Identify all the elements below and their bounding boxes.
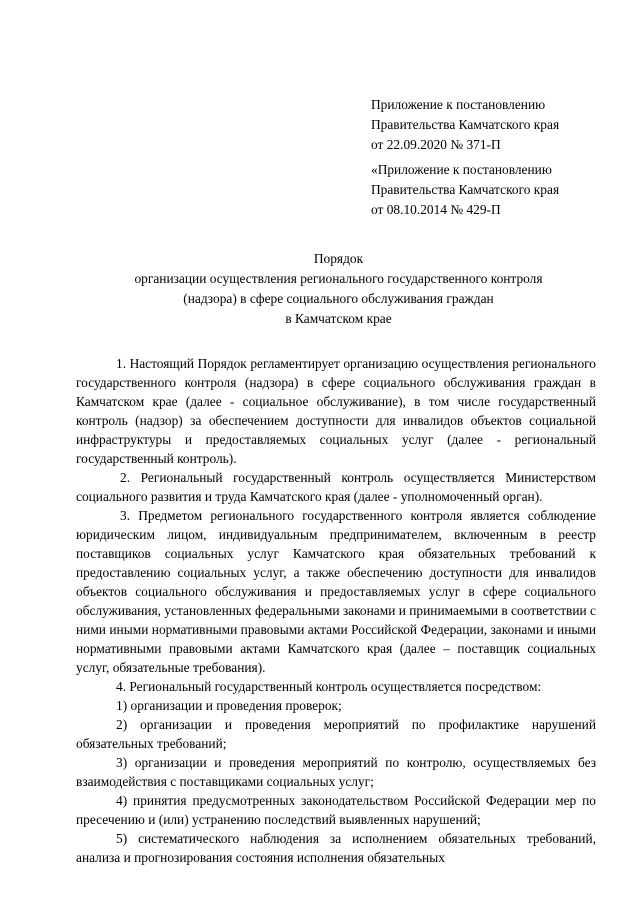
document-body (76, 354, 596, 867)
document-title (80, 249, 597, 329)
title-line: организации осуществления регионального государственного контроля (134, 271, 543, 286)
title-line: Порядок (313, 251, 364, 266)
paragraph: 3) организации и проведения мероприятий по контролю, осуществляемых без взаимодействия с поставщиками социальных услуг; (76, 755, 596, 789)
approval-line: Правительства Камчатского края (371, 117, 560, 132)
paragraph: 4) принятия предусмотренных законодательством Российской Федерации мер по пресечению и (или) устранению последствий выявленных нарушений; (76, 793, 596, 827)
approval-header-original (371, 160, 621, 220)
title-line: в Камчатском крае (285, 311, 392, 326)
paragraph: 5) систематического наблюдения за исполнением обязательных требований, анализа и прогнозирования состояния исполнения обязательных (76, 831, 596, 865)
approval-header-current (371, 95, 621, 155)
paragraph: 4. Региональный государственный контроль осуществляется посредством: (116, 679, 542, 694)
paragraph: 2) организации и проведения мероприятий по профилактике нарушений обязательных требований; (76, 717, 596, 751)
approval-line: от 08.10.2014 № 429-П (371, 202, 501, 217)
paragraph: 2. Региональный государственный контроль осуществляется Министерством социального развития и труда Камчатского края (далее - уполномоченный орган). (76, 470, 596, 504)
approval-line: от 22.09.2020 № 371-П (371, 137, 501, 152)
paragraph: 1. Настоящий Порядок регламентирует организацию осуществления регионального государственного контроля (надзора) в сфере социального обслуживания граждан в Камчатском крае (далее - социальное обслуживание), в том числе государственный контроль (надзор) за обеспечением доступности для инвалидов объектов социальной инфраструктуры и предоставляемых социальных услуг (далее - региональный государственный контроль). (76, 356, 596, 466)
title-line: (надзора) в сфере социального обслуживания граждан (183, 291, 494, 306)
approval-line: «Приложение к постановлению (371, 162, 552, 177)
approval-line: Приложение к постановлению (371, 97, 546, 112)
paragraph: 1) организации и проведения проверок; (116, 698, 342, 713)
paragraph: 3. Предметом регионального государственного контроля является соблюдение юридическим лицом, индивидуальным предпринимателем, включенным в реестр поставщиков социальных услуг Камчатского края обязательных требований к предоставлению социальных услуг, а также обеспечению доступности для инвалидов объектов социального обслуживания и предоставляемых услуг в сфере социального обслуживания, установленных федеральными законами и принимаемыми в соответствии с ними иными нормативными правовыми актами Российской Федерации, законами и иными нормативными правовыми актами Камчатского края (далее – поставщик социальных услуг, обязательные требования). (76, 508, 596, 675)
approval-line: Правительства Камчатского края (371, 182, 560, 197)
